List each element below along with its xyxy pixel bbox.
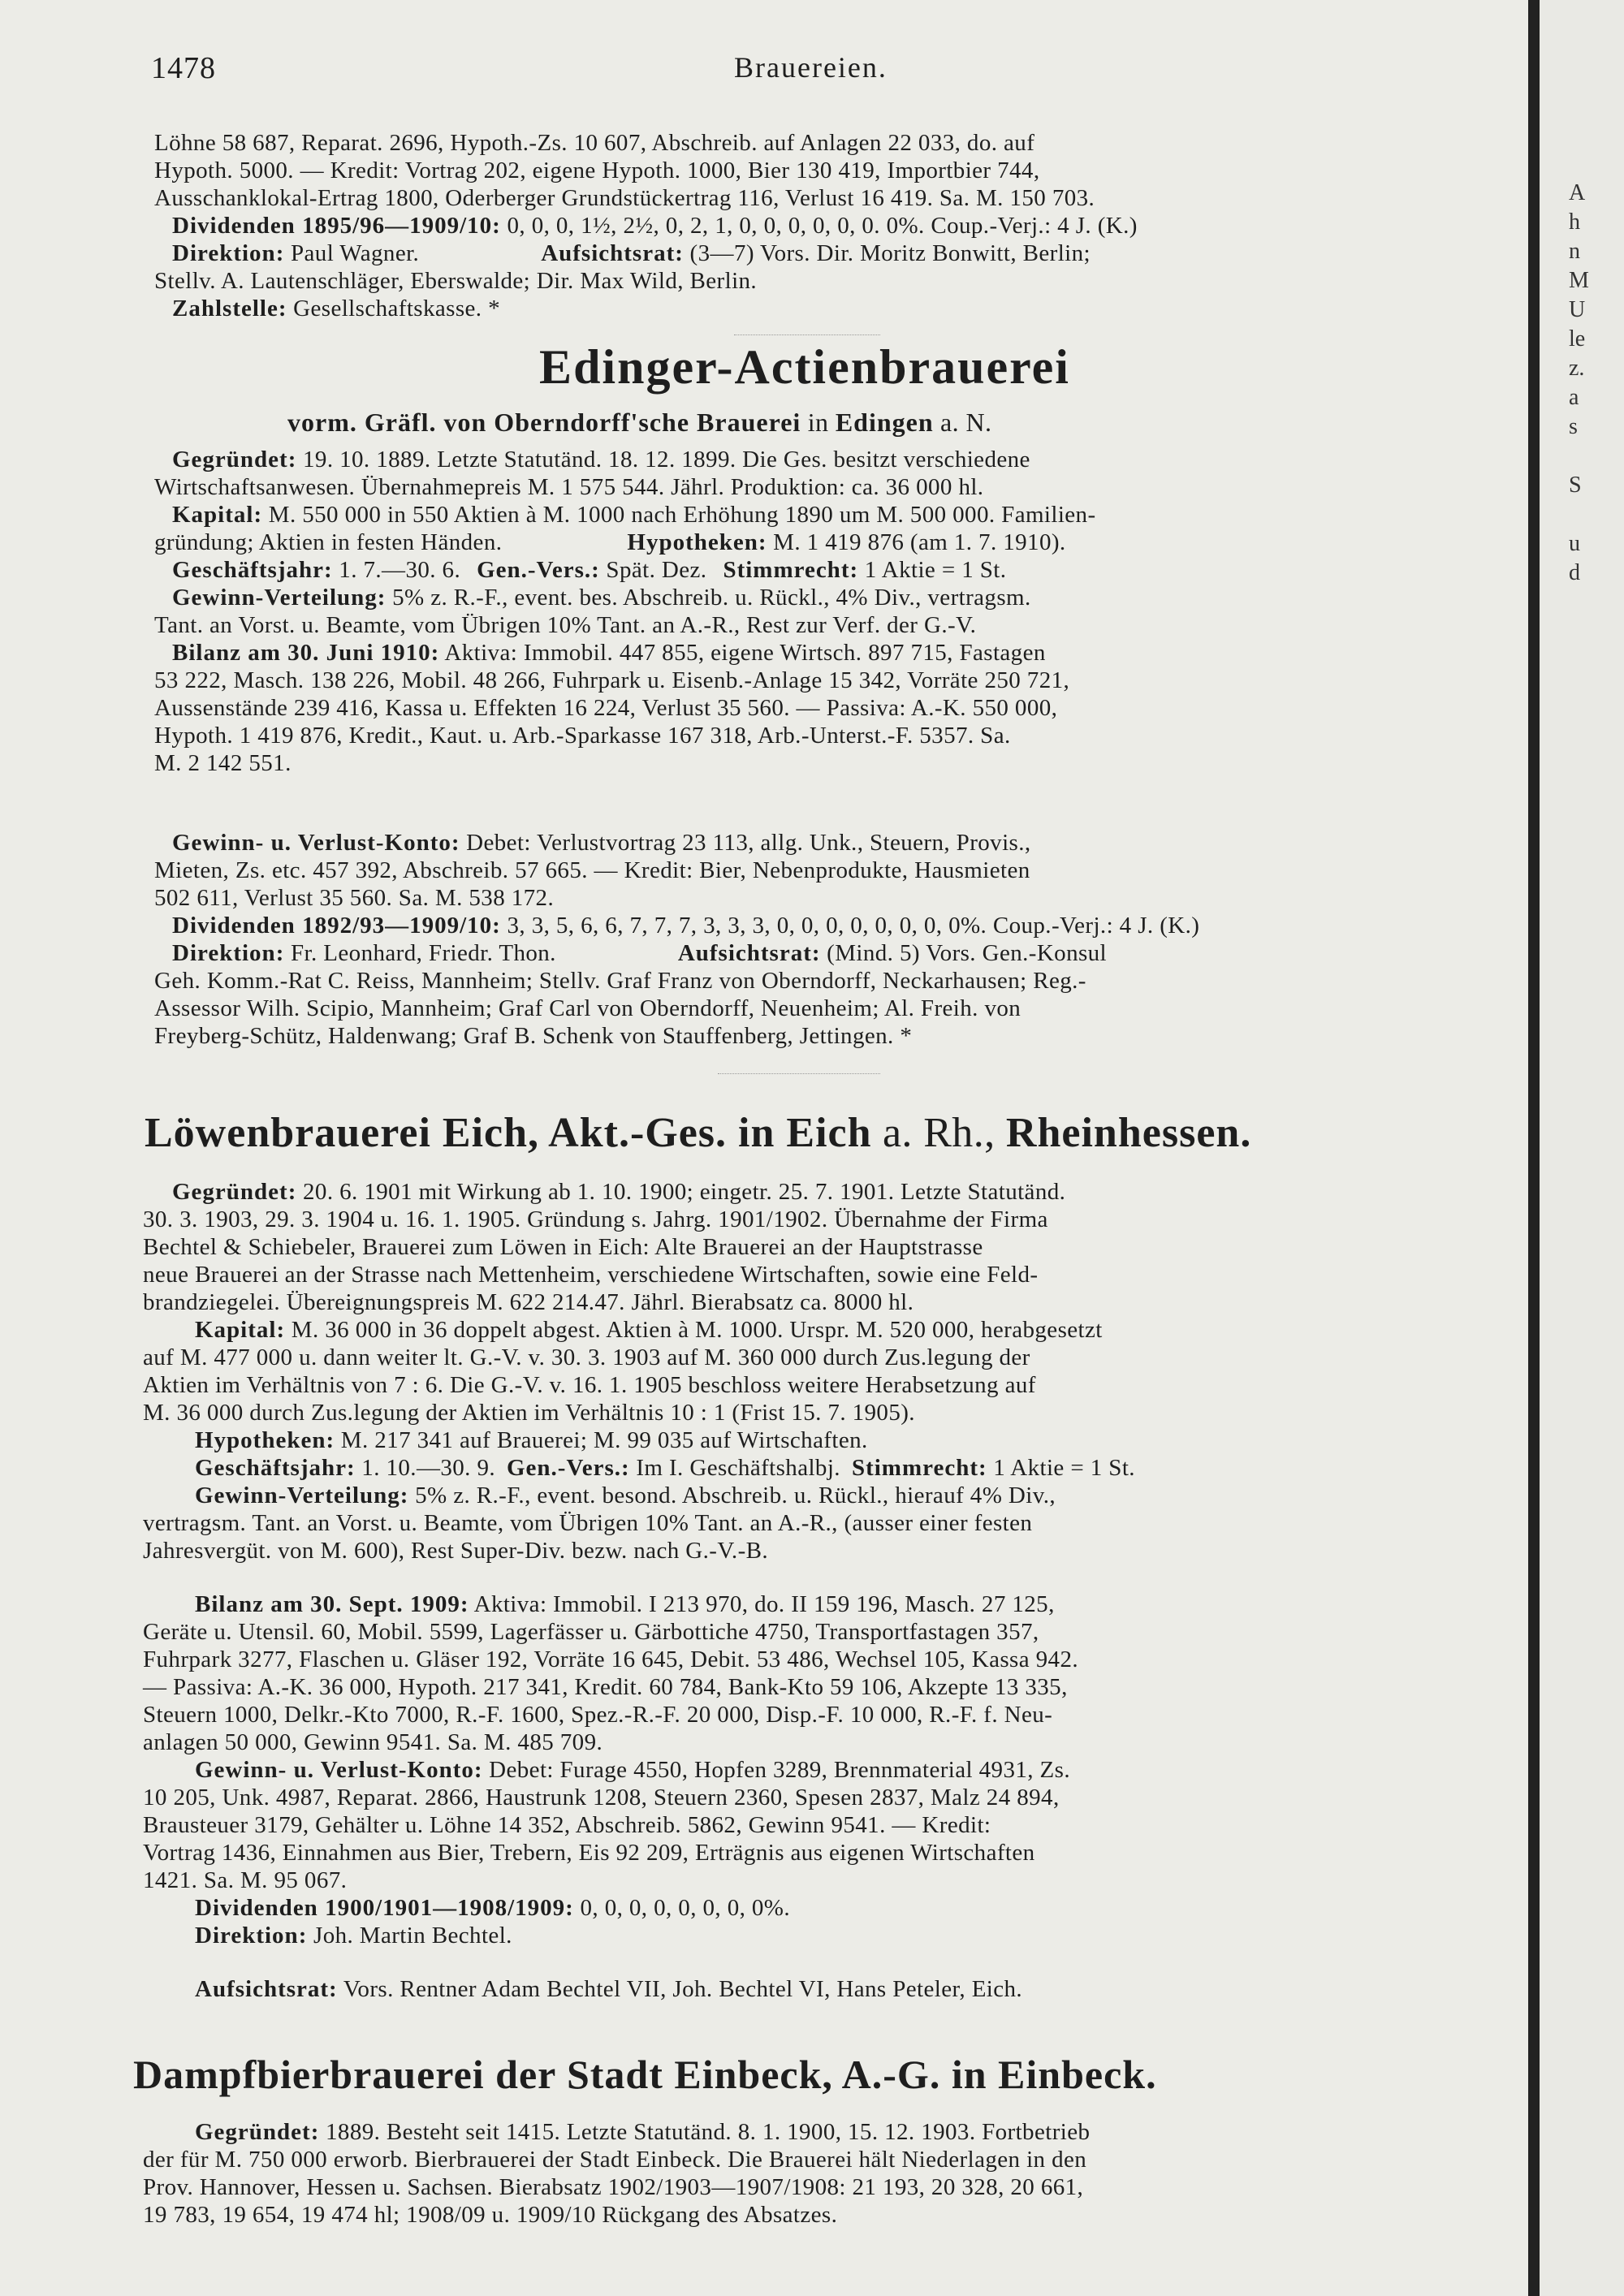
dividends-label: Dividenden 1895/96—1909/10: — [172, 213, 501, 239]
kapital-text: M. 36 000 in 36 doppelt abgest. Aktien à M. 1000. Urspr. M. 520 000, herabgesetzt — [285, 1317, 1103, 1343]
stimmrecht-label: Stimmrecht: — [723, 557, 859, 583]
bilanz-label: Bilanz am 30. Sept. 1909: — [195, 1591, 469, 1617]
mortgage-line — [154, 529, 1066, 556]
entry-subtitle — [287, 408, 991, 438]
dividends-text: 0, 0, 0, 1½, 2½, 0, 2, 1, 0, 0, 0, 0, 0, 0. 0%. Coup.-Verj.: 4 J. (K.) — [500, 213, 1138, 239]
fiscal-year-line — [195, 1455, 1135, 1482]
text-line: Geh. Komm.-Rat C. Reiss, Mannheim; Stellv. Graf Franz von Oberndorff, Neckarhausen; Reg.- — [154, 968, 1086, 994]
management-line — [172, 240, 1091, 267]
profit-distribution-line — [172, 585, 1031, 611]
title-state: Rheinhessen. — [1005, 1110, 1252, 1156]
dividends-label: Dividenden 1900/1901—1908/1909: — [195, 1895, 574, 1921]
stimmrecht-label: Stimmrecht: — [851, 1455, 987, 1481]
geschaeftsjahr-label: Geschäftsjahr: — [172, 557, 333, 583]
section-divider — [718, 1073, 880, 1074]
geschaeftsjahr-label: Geschäftsjahr: — [195, 1455, 356, 1481]
next-page-fragment: h — [1569, 209, 1580, 235]
dividends-text: 0, 0, 0, 0, 0, 0, 0, 0%. — [573, 1895, 791, 1921]
text-line: Jahresvergüt. von M. 600), Rest Super-Div. bezw. nach G.-V.-B. — [143, 1538, 769, 1564]
entry-title — [133, 2051, 1157, 2098]
text-line: Vortrag 1436, Einnahmen aus Bier, Trebern, Eis 92 209, Erträgnis aus eigenen Wirtschaften — [143, 1840, 1035, 1866]
section-divider — [734, 334, 880, 335]
profit-distribution-line — [195, 1482, 1056, 1509]
direktion-text: Paul Wagner. — [284, 240, 420, 266]
zahlstelle-text: Gesellschaftskasse. * — [287, 296, 500, 322]
subtitle-in: in — [801, 408, 836, 437]
kapital-label: Kapital: — [195, 1317, 286, 1343]
direktion-text: Fr. Leonhard, Friedr. Thon. — [284, 940, 556, 966]
geschaeftsjahr-text: 1. 7.—30. 6. — [332, 557, 461, 583]
text-line: Tant. an Vorst. u. Beamte, vom Übrigen 10% Tant. an A.-R., Rest zur Verf. der G.-V. — [154, 612, 977, 638]
aufsichtsrat-label: Aufsichtsrat: — [195, 1976, 338, 2002]
management-line — [172, 940, 1107, 967]
next-page-fragment: M — [1569, 268, 1589, 293]
text-line: Ausschanklokal-Ertrag 1800, Oderberger Grundstückertrag 116, Verlust 16 419. Sa. M. 150 703. — [154, 185, 1095, 211]
entry-title: Edinger-Actienbrauerei — [539, 340, 1070, 394]
dividends-line — [172, 213, 1138, 240]
bilanz-text: Aktiva: Immobil. 447 855, eigene Wirtsch. 897 715, Fastagen — [439, 640, 1046, 666]
next-page-fragment: z. — [1569, 356, 1585, 381]
next-page-fragment: A — [1569, 180, 1586, 205]
capital-line — [172, 502, 1096, 529]
geschaeftsjahr-text: 1. 10.—30. 9. — [355, 1455, 495, 1481]
page-number: 1478 — [151, 51, 216, 85]
gegruendet-label: Gegründet: — [195, 2119, 320, 2145]
founded-line — [172, 1179, 1065, 1206]
zahlstelle-label: Zahlstelle: — [172, 296, 287, 322]
page-header — [133, 50, 1476, 89]
text-line: Hypoth. 1 419 876, Kredit., Kaut. u. Arb.-Sparkasse 167 318, Arb.-Unterst.-F. 5357. Sa. — [154, 723, 1011, 749]
aufsichtsrat-text: Vors. Rentner Adam Bechtel VII, Joh. Bechtel VI, Hans Peteler, Eich. — [337, 1976, 1023, 2002]
title-company: Dampfbierbrauerei der Stadt Einbeck, A.-G. in Einbeck. — [133, 2052, 1157, 2097]
aufsichtsrat-text: (3—7) Vors. Dir. Moritz Bonwitt, Berlin; — [683, 240, 1091, 266]
text-line: Steuern 1000, Delkr.-Kto 7000, R.-F. 1600, Spez.-R.-F. 20 000, Disp.-F. 10 000, R.-F. f. Neu- — [143, 1702, 1053, 1728]
hypotheken-label: Hypotheken: — [195, 1427, 335, 1453]
fiscal-year-line — [172, 557, 1006, 584]
gewinnverteilung-label: Gewinn-Verteilung: — [172, 585, 387, 611]
text-line: Wirtschaftsanwesen. Übernahmepreis M. 1 575 544. Jährl. Produktion: ca. 36 000 hl. — [154, 474, 984, 500]
hypotheken-label: Hypotheken: — [627, 529, 767, 555]
text-line: auf M. 477 000 u. dann weiter lt. G.-V. v. 30. 3. 1903 auf M. 360 000 durch Zus.legung der — [143, 1344, 1030, 1370]
text-line: 10 205, Unk. 4987, Reparat. 2866, Haustrunk 1208, Steuern 2360, Spesen 2837, Malz 24 894, — [143, 1785, 1060, 1810]
text-line: M. 36 000 durch Zus.legung der Aktien im Verhältnis 10 : 1 (Frist 15. 7. 1905). — [143, 1400, 915, 1426]
next-page-fragment: a — [1569, 385, 1579, 410]
gewinnverteilung-label: Gewinn-Verteilung: — [195, 1482, 409, 1508]
direktion-label: Direktion: — [195, 1923, 308, 1949]
text-line: Mieten, Zs. etc. 457 392, Abschreib. 57 665. — Kredit: Bier, Nebenprodukte, Hausmieten — [154, 857, 1030, 883]
text-line: Stellv. A. Lautenschläger, Eberswalde; Dir. Max Wild, Berlin. — [154, 268, 758, 294]
subtitle-end: a. N. — [933, 408, 992, 437]
gewinnverteilung-text: 5% z. R.-F., event. besond. Abschreib. u. Rückl., hierauf 4% Div., — [408, 1482, 1056, 1508]
supervisory-board-line — [195, 1976, 1022, 2003]
hypotheken-text: M. 217 341 auf Brauerei; M. 99 035 auf Wirtschaften. — [335, 1427, 868, 1453]
text-line: Hypoth. 5000. — Kredit: Vortrag 202, eigene Hypoth. 1000, Bier 130 419, Importbier 744, — [154, 158, 1040, 183]
direktion-label: Direktion: — [172, 940, 285, 966]
guv-label: Gewinn- u. Verlust-Konto: — [172, 830, 460, 856]
balance-line — [172, 640, 1046, 667]
text-line: vertragsm. Tant. an Vorst. u. Beamte, vom Übrigen 10% Tant. an A.-R., (ausser einer festen — [143, 1510, 1033, 1536]
next-page-fragment: U — [1569, 297, 1586, 322]
gegruendet-label: Gegründet: — [172, 447, 297, 473]
title-company: Löwenbrauerei Eich, Akt.-Ges. in Eich — [145, 1110, 872, 1156]
text-line: Geräte u. Utensil. 60, Mobil. 5599, Lagerfässer u. Gärbottiche 4750, Transportfastagen 357, — [143, 1619, 1039, 1645]
text-line: Bechtel & Schiebeler, Brauerei zum Löwen in Eich: Alte Brauerei an der Hauptstrasse — [143, 1234, 983, 1260]
direktion-text: Joh. Martin Bechtel. — [307, 1923, 512, 1949]
hypotheken-text: M. 1 419 876 (am 1. 7. 1910). — [767, 529, 1066, 555]
kapital-label: Kapital: — [172, 502, 263, 528]
genvers-text: Spät. Dez. — [599, 557, 707, 583]
aufsichtsrat-text: (Mind. 5) Vors. Gen.-Konsul — [820, 940, 1108, 966]
text-line: Brausteuer 3179, Gehälter u. Löhne 14 352, Abschreib. 5862, Gewinn 9541. — Kredit: — [143, 1812, 991, 1838]
genvers-label: Gen.-Vers.: — [507, 1455, 630, 1481]
text-line: neue Brauerei an der Strasse nach Mettenheim, verschiedene Wirtschaften, sowie eine Feld- — [143, 1262, 1039, 1288]
guv-text: Debet: Furage 4550, Hopfen 3289, Brennmaterial 4931, Zs. — [482, 1757, 1070, 1783]
text-line: anlagen 50 000, Gewinn 9541. Sa. M. 485 709. — [143, 1729, 603, 1755]
text-line: Löhne 58 687, Reparat. 2696, Hypoth.-Zs. 10 607, Abschreib. auf Anlagen 22 033, do. auf — [154, 130, 1035, 156]
next-page-fragment: s — [1569, 414, 1578, 439]
running-title: Brauereien. — [734, 51, 888, 84]
aufsichtsrat-label: Aufsichtsrat: — [541, 240, 684, 266]
entry-title — [145, 1109, 1251, 1157]
gegruendet-label: Gegründet: — [172, 1179, 297, 1205]
dividends-line — [172, 913, 1199, 939]
dividends-text: 3, 3, 5, 6, 6, 7, 7, 7, 3, 3, 3, 0, 0, 0, 0, 0, 0, 0, 0%. Coup.-Verj.: 4 J. (K.) — [500, 913, 1200, 939]
title-region: a. Rh., — [871, 1110, 1006, 1156]
management-line — [195, 1923, 512, 1949]
pnl-line — [195, 1757, 1070, 1784]
direktion-label: Direktion: — [172, 240, 285, 266]
next-page-fragment: le — [1569, 326, 1586, 352]
text-line: 19 783, 19 654, 19 474 hl; 1908/09 u. 1909/10 Rückgang des Absatzes. — [143, 2202, 838, 2228]
subtitle-place: Edingen — [835, 408, 934, 437]
text-line: Fuhrpark 3277, Flaschen u. Gläser 192, Vorräte 16 645, Debit. 53 486, Wechsel 105, Kassa 942. — [143, 1646, 1079, 1672]
text-line: der für M. 750 000 erworb. Bierbrauerei der Stadt Einbeck. Die Brauerei hält Niederlagen in den — [143, 2147, 1087, 2173]
balance-line — [195, 1591, 1055, 1618]
text-line: — Passiva: A.-K. 36 000, Hypoth. 217 341, Kredit. 60 784, Bank-Kto 59 106, Akzepte 13 335, — [143, 1674, 1068, 1700]
gegruendet-text: 19. 10. 1889. Letzte Statutänd. 18. 12. 1899. Die Ges. besitzt verschiedene — [296, 447, 1030, 473]
text-line: 30. 3. 1903, 29. 3. 1904 u. 16. 1. 1905. Gründung s. Jahrg. 1901/1902. Übernahme der Firma — [143, 1206, 1048, 1232]
guv-text: Debet: Verlustvortrag 23 113, allg. Unk., Steuern, Provis., — [460, 830, 1031, 856]
aufsichtsrat-label: Aufsichtsrat: — [677, 940, 821, 966]
mortgage-line — [195, 1427, 868, 1454]
capital-line — [195, 1317, 1103, 1344]
genvers-text: Im I. Geschäftshalbj. — [629, 1455, 840, 1481]
founded-line — [195, 2119, 1090, 2146]
text-line: Prov. Hannover, Hessen u. Sachsen. Bierabsatz 1902/1903—1907/1908: 21 193, 20 328, 20 661, — [143, 2174, 1084, 2200]
dividends-line — [195, 1895, 790, 1922]
bilanz-label: Bilanz am 30. Juni 1910: — [172, 640, 440, 666]
text-line: Assessor Wilh. Scipio, Mannheim; Graf Carl von Oberndorff, Neuenheim; Al. Freih. von — [154, 995, 1021, 1021]
genvers-label: Gen.-Vers.: — [477, 557, 600, 583]
gegruendet-text: 20. 6. 1901 mit Wirkung ab 1. 10. 1900; eingetr. 25. 7. 1901. Letzte Statutänd. — [296, 1179, 1066, 1205]
next-page-fragment: n — [1569, 239, 1580, 264]
kapital-text: M. 550 000 in 550 Aktien à M. 1000 nach Erhöhung 1890 um M. 500 000. Familien- — [262, 502, 1096, 528]
next-page-fragment: S — [1569, 473, 1582, 498]
pnl-line — [172, 830, 1031, 857]
paying-agent-line — [172, 296, 500, 322]
guv-label: Gewinn- u. Verlust-Konto: — [195, 1757, 483, 1783]
text-line: 53 222, Masch. 138 226, Mobil. 48 266, Fuhrpark u. Eisenb.-Anlage 15 342, Vorräte 250 721, — [154, 667, 1070, 693]
founded-line — [172, 447, 1030, 473]
text-line: M. 2 142 551. — [154, 750, 292, 776]
text-fragment: gründung; Aktien in festen Händen. — [154, 529, 503, 555]
text-line: Freyberg-Schütz, Haldenwang; Graf B. Schenk von Stauffenberg, Jettingen. * — [154, 1023, 913, 1049]
subtitle-former-name: vorm. Gräfl. von Oberndorff'sche Brauerei — [287, 408, 801, 437]
text-line: Aktien im Verhältnis von 7 : 6. Die G.-V. v. 16. 1. 1905 beschloss weitere Herabsetzung auf — [143, 1372, 1036, 1398]
text-line: brandziegelei. Übereignungspreis M. 622 214.47. Jährl. Bierabsatz ca. 8000 hl. — [143, 1289, 914, 1315]
text-line: 1421. Sa. M. 95 067. — [143, 1867, 348, 1893]
text-line: 502 611, Verlust 35 560. Sa. M. 538 172. — [154, 885, 555, 911]
stimmrecht-text: 1 Aktie = 1 St. — [987, 1455, 1135, 1481]
text-line: Aussenstände 239 416, Kassa u. Effekten 16 224, Verlust 35 560. — Passiva: A.-K. 550 000, — [154, 695, 1058, 721]
next-page-edge — [1540, 0, 1624, 2296]
binding-shadow — [1528, 0, 1540, 2296]
stimmrecht-text: 1 Aktie = 1 St. — [858, 557, 1007, 583]
next-page-fragment: d — [1569, 560, 1580, 585]
gegruendet-text: 1889. Besteht seit 1415. Letzte Statutänd. 8. 1. 1900, 15. 12. 1903. Fortbetrieb — [319, 2119, 1091, 2145]
dividends-label: Dividenden 1892/93—1909/10: — [172, 913, 501, 939]
bilanz-text: Aktiva: Immobil. I 213 970, do. II 159 196, Masch. 27 125, — [469, 1591, 1055, 1617]
gewinnverteilung-text: 5% z. R.-F., event. bes. Abschreib. u. Rückl., 4% Div., vertragsm. — [386, 585, 1031, 611]
next-page-fragment: u — [1569, 531, 1580, 556]
